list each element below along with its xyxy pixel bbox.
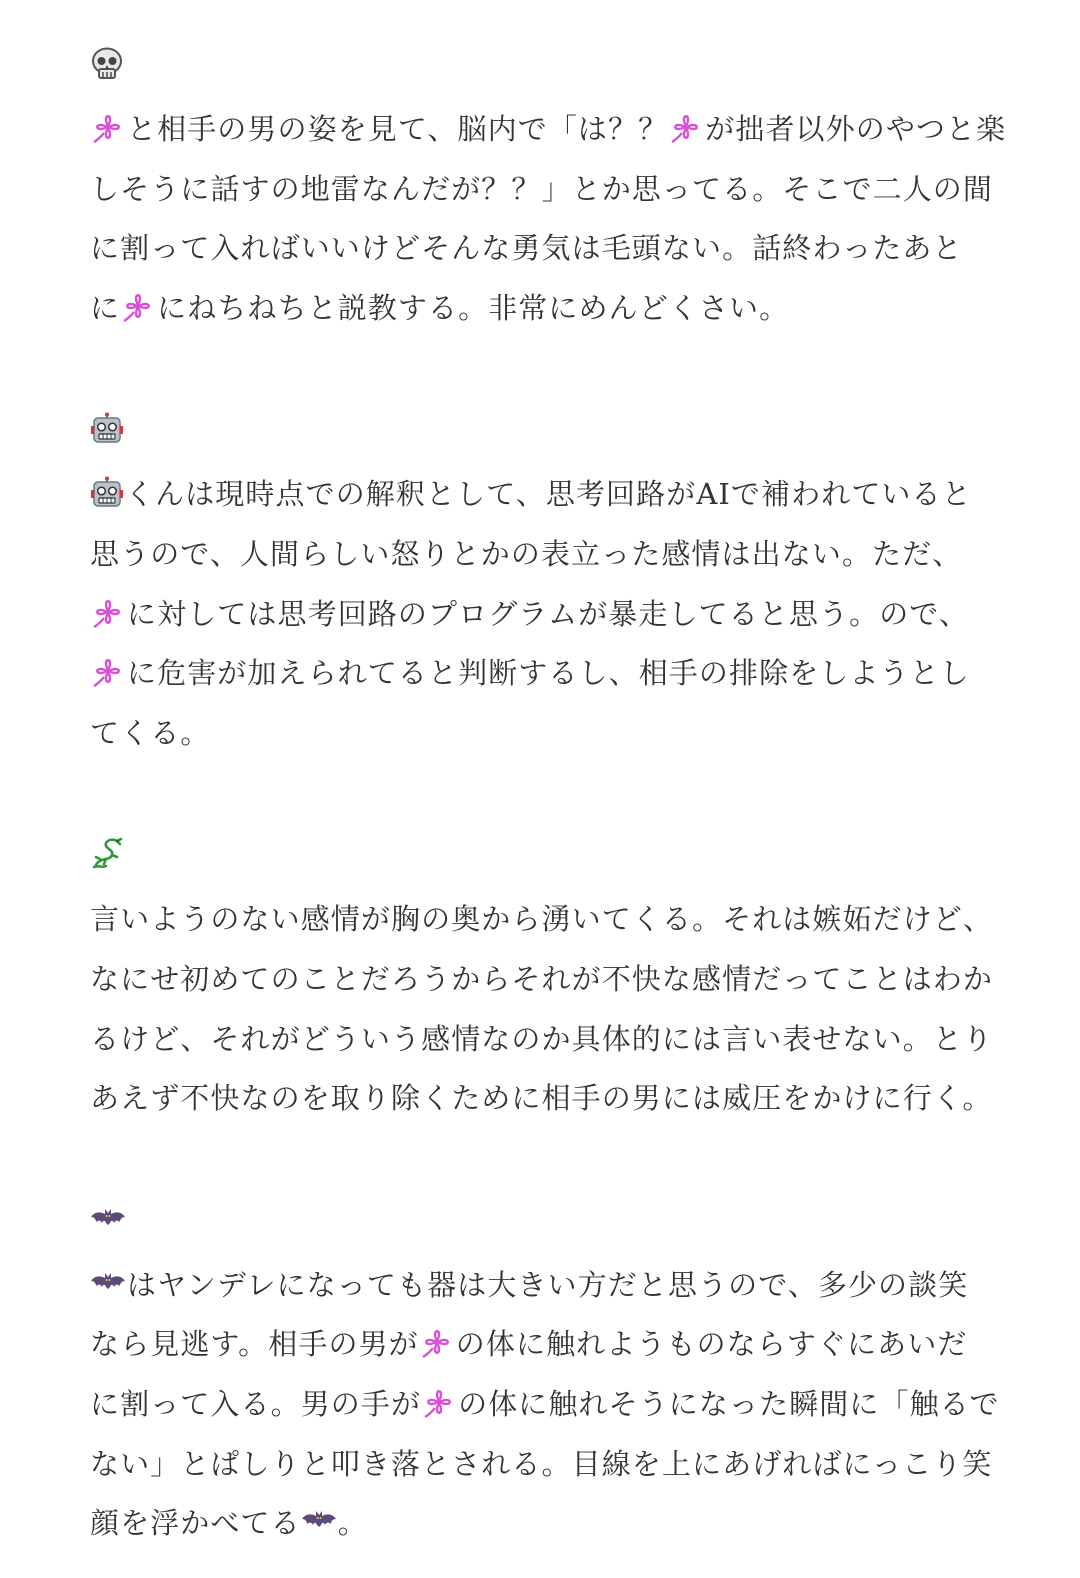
robot-icon (90, 476, 124, 510)
section-robot (90, 405, 990, 763)
document-body (90, 40, 1007, 1554)
text-line: なにせ初めてのことだろうからそれが不快な感情だってことはわか (90, 961, 994, 996)
text-line: くんは現時点での解釈として、思考回路がAIで補われていると (90, 465, 990, 525)
flower-icon (90, 109, 126, 145)
section-skull (90, 40, 1007, 338)
text-line: に にねちねちと説教する。非常にめんどくさい。 (90, 279, 990, 339)
dragon-icon (90, 830, 990, 890)
paragraph-skull (90, 100, 1007, 338)
bat-icon (90, 1196, 990, 1256)
flower-icon (421, 1384, 457, 1420)
section-bat (90, 1196, 1000, 1554)
section-dragon (90, 830, 994, 1128)
text-line: ない」とぱしりと叩き落とされる。目線を上にあげればにっこり笑 (90, 1446, 993, 1481)
skull-icon (90, 40, 990, 100)
text-line: しそうに話すの地雷なんだが？？」とか思ってる。そこで二人の間 (90, 171, 994, 206)
text-line: はヤンデレになっても器は大きい方だと思うので、多少の談笑 (90, 1256, 990, 1316)
text-line: 言いようのない感情が胸の奥から湧いてくる。それは嫉妬だけど、 (90, 902, 994, 937)
text-line: なら見逃す。相手の男が の体に触れようものならすぐにあいだ (90, 1315, 990, 1375)
paragraph-robot (90, 465, 990, 763)
text-line: 思うので、人間らしい怒りとかの表立った感情は出ない。ただ、 (90, 536, 963, 571)
bat-icon (301, 1503, 337, 1539)
flower-icon (419, 1324, 455, 1360)
flower-icon (90, 653, 126, 689)
text-line: に対しては思考回路のプログラムが暴走してると思う。ので、 (90, 585, 990, 645)
text-line: に危害が加えられてると判断するし、相手の排除をしようとし (90, 644, 990, 704)
flower-icon (120, 288, 156, 324)
flower-icon (668, 109, 704, 145)
text-line: に割って入ればいいけどそんな勇気は毛頭ない。話終わったあと (90, 231, 963, 266)
bat-icon (90, 1265, 126, 1301)
text-line: と相手の男の姿を見て、脳内で「は？？ が拙者以外のやつと楽 (90, 100, 990, 160)
text-line: に割って入る。男の手が の体に触れそうになった瞬間に「触るで (90, 1375, 990, 1435)
text-line: あえず不快なのを取り除くために相手の男には威圧をかけに行く。 (90, 1081, 993, 1116)
robot-icon (90, 405, 990, 465)
paragraph-dragon (90, 890, 994, 1128)
text-line: るけど、それがどういう感情なのか具体的には言い表せない。とり (90, 1021, 994, 1056)
text-line: てくる。 (90, 715, 211, 750)
flower-icon (90, 594, 126, 630)
paragraph-bat (90, 1256, 1000, 1554)
text-line: 顔を浮かべてる 。 (90, 1494, 990, 1554)
